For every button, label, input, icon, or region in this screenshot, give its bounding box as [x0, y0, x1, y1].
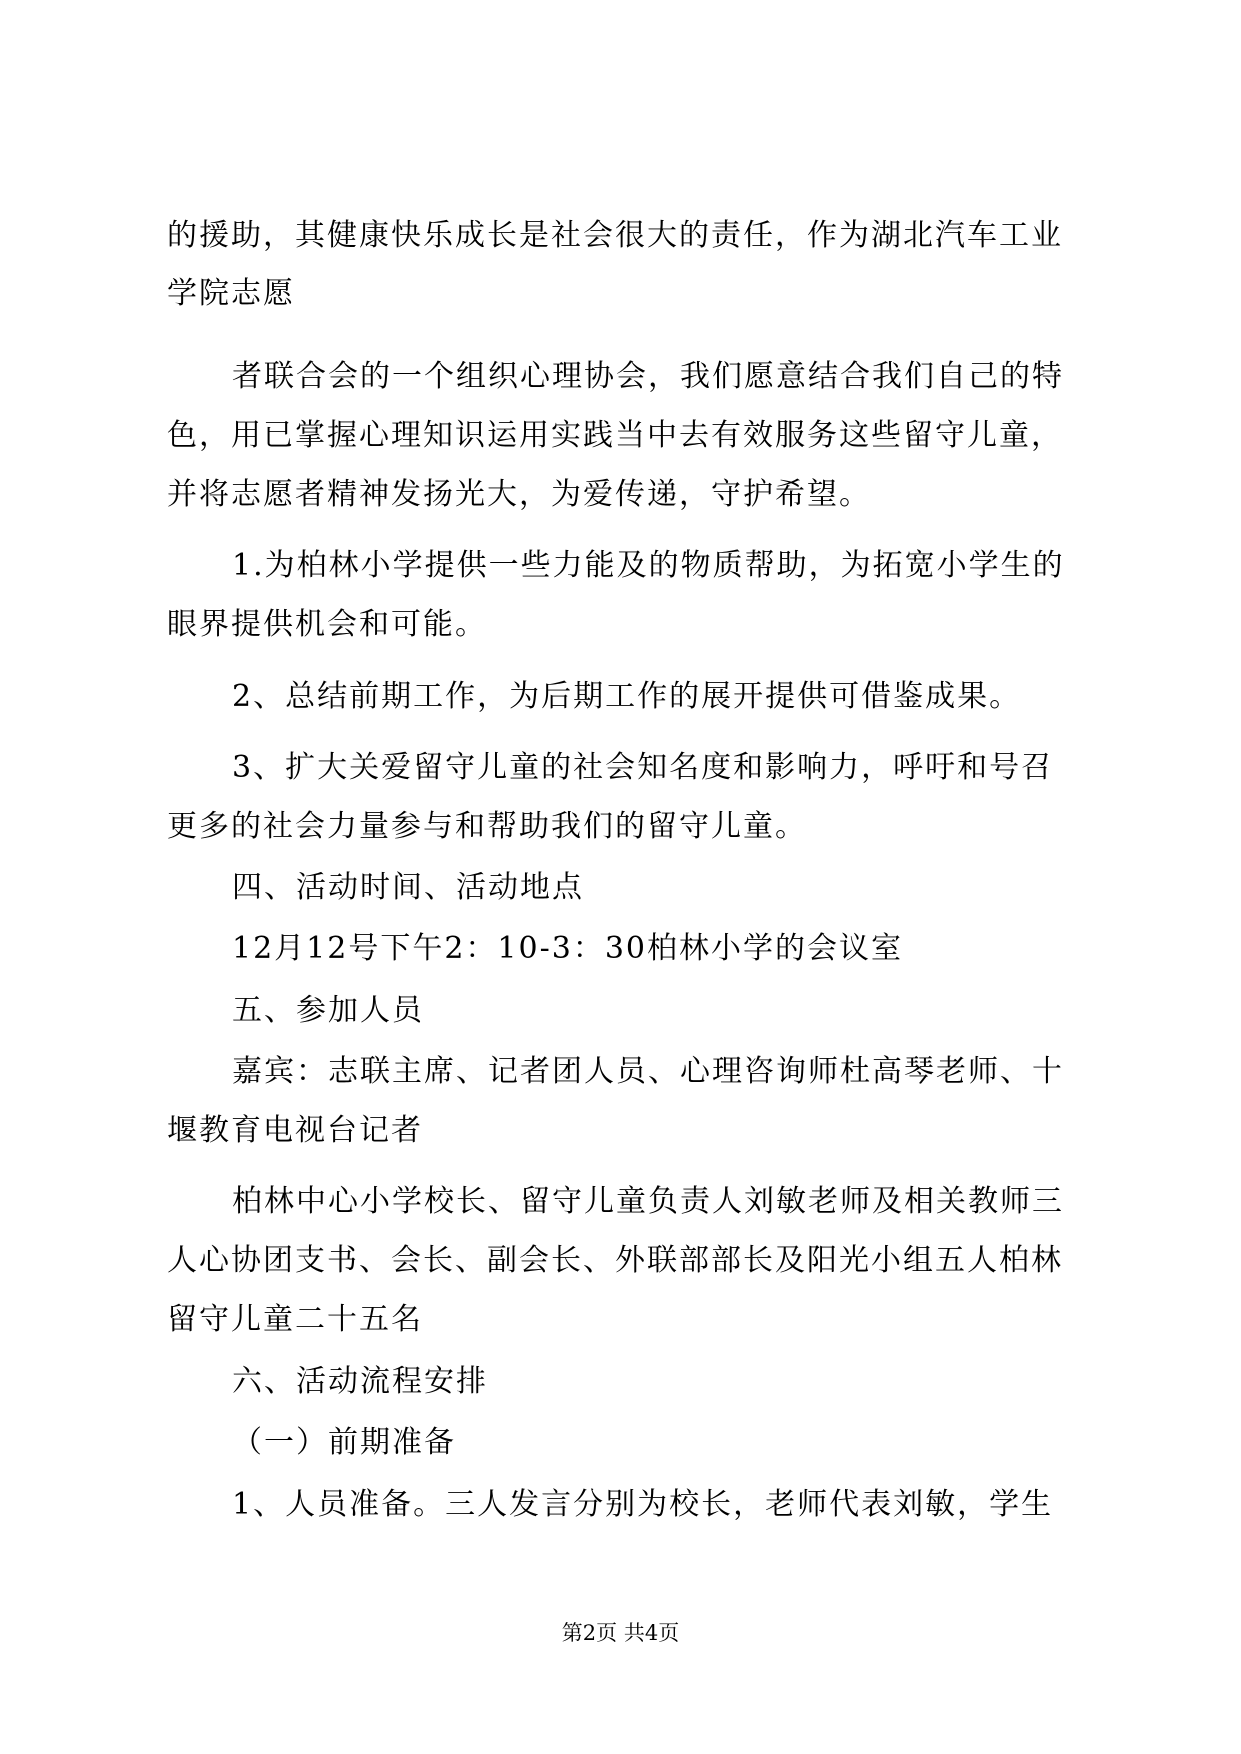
body-line: 留守儿童二十五名 — [167, 1302, 423, 1337]
body-line: 2、总结前期工作，为后期工作的展开提供可借鉴成果。 — [232, 679, 1022, 714]
body-line: 1、人员准备。三人发言分别为校长，老师代表刘敏，学生 — [232, 1487, 1054, 1522]
subsection-heading: （一）前期准备 — [232, 1425, 456, 1460]
body-line: 嘉宾：志联主席、记者团人员、心理咨询师杜高琴老师、十 — [232, 1054, 1064, 1089]
body-line: 眼界提供机会和可能。 — [167, 607, 487, 642]
body-line: 柏林中心小学校长、留守儿童负责人刘敏老师及相关教师三 — [232, 1184, 1064, 1219]
section-heading: 四、活动时间、活动地点 — [232, 870, 584, 905]
body-line: 的援助，其健康快乐成长是社会很大的责任，作为湖北汽车工业 — [167, 218, 1063, 253]
body-line: 更多的社会力量参与和帮助我们的留守儿童。 — [167, 809, 807, 844]
section-heading: 六、活动流程安排 — [232, 1364, 488, 1399]
page-footer: 第2页 共4页 — [561, 1621, 680, 1645]
body-line: 人心协团支书、会长、副会长、外联部部长及阳光小组五人柏林 — [167, 1243, 1063, 1278]
body-line: 学院志愿 — [167, 276, 295, 311]
body-line: 12月12号下午2：10-3：30柏林小学的会议室 — [232, 931, 904, 966]
body-line: 3、扩大关爱留守儿童的社会知名度和影响力，呼吁和号召 — [232, 750, 1054, 785]
section-heading: 五、参加人员 — [232, 993, 424, 1028]
body-line: 色，用已掌握心理知识运用实践当中去有效服务这些留守儿童， — [167, 418, 1063, 453]
body-line: 并将志愿者精神发扬光大，为爱传递，守护希望。 — [167, 477, 871, 512]
body-line: 者联合会的一个组织心理协会，我们愿意结合我们自己的特 — [232, 359, 1064, 394]
body-line: 1.为柏林小学提供一些力能及的物质帮助，为拓宽小学生的 — [232, 548, 1065, 583]
body-line: 堰教育电视台记者 — [167, 1113, 423, 1148]
